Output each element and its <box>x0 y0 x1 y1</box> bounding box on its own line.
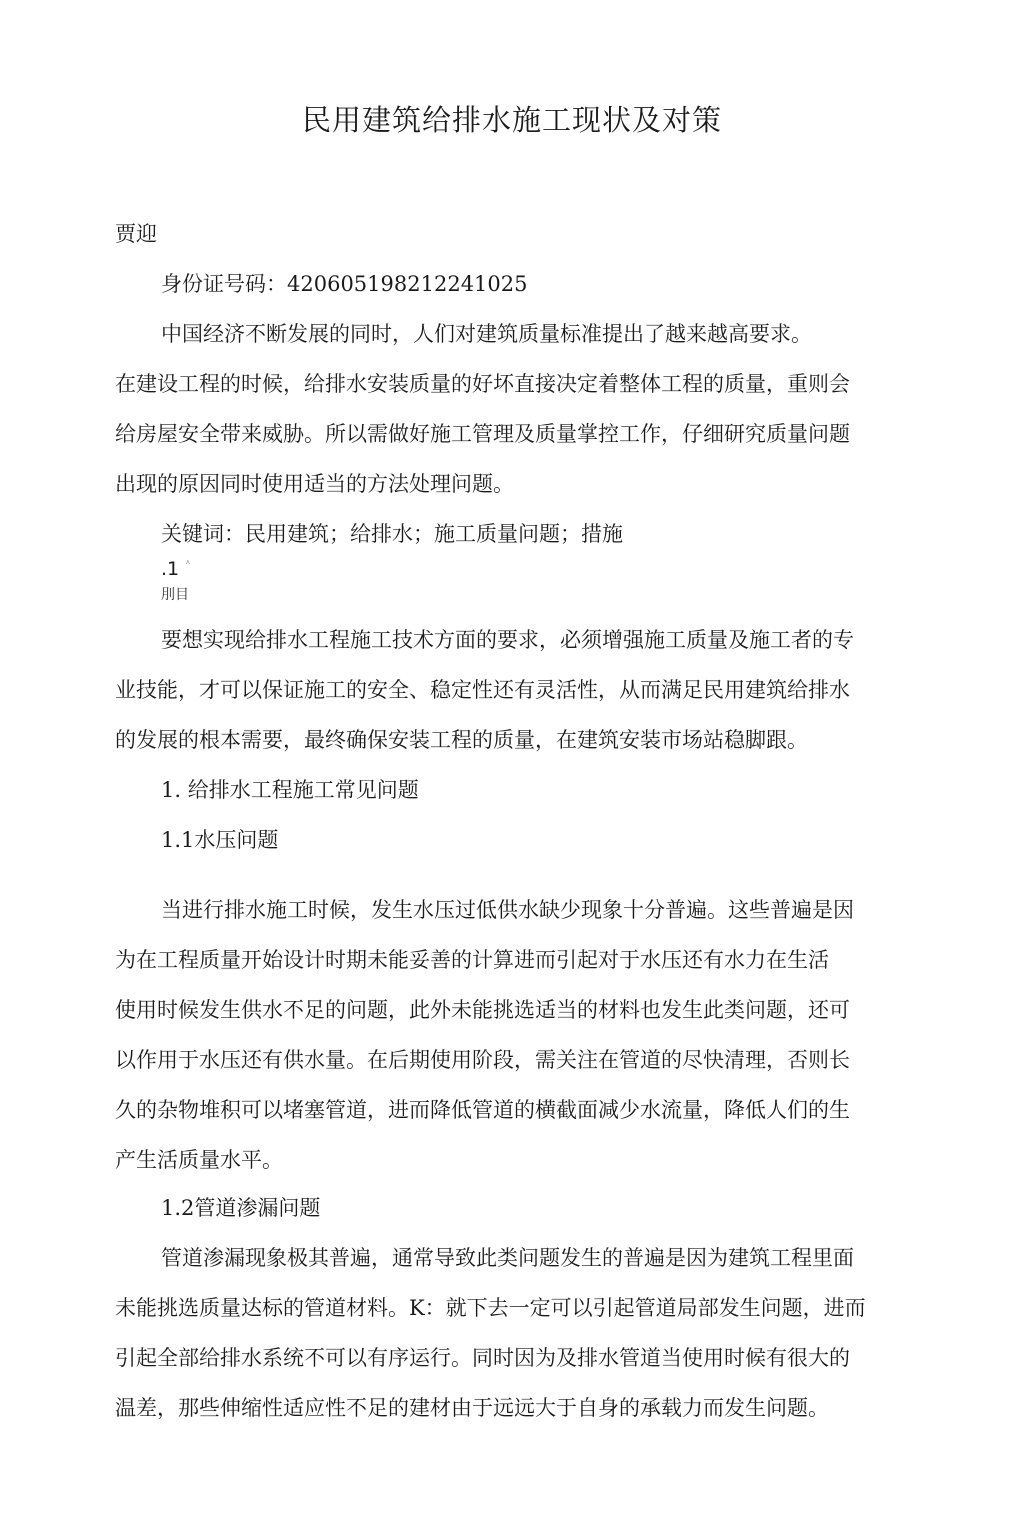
preface-line: 要想实现给排水工程施工技术方面的要求，必须增强施工质量及施工者的专 <box>161 628 854 652</box>
heading-1: 1. 给排水工程施工常见问题 <box>161 778 419 802</box>
leakage-line: 管道渗漏现象极其普遍，通常导致此类问题发生的普遍是因为建筑工程里面 <box>161 1246 854 1270</box>
abstract-line: 中国经济不断发展的同时，人们对建筑质量标准提出了越来越高要求。 <box>161 322 812 346</box>
author: 贾迎 <box>115 222 157 246</box>
water-pressure-line: 以作用于水压还有供水量。在后期使用阶段，需关注在管道的尽快清理，否则长 <box>115 1048 850 1072</box>
heading-1-1: 1.1水压问题 <box>161 828 279 852</box>
preface-heading: 刖目 <box>161 587 189 603</box>
id-line: 身份证号码：420605198212241025 <box>161 272 528 296</box>
section-mark: ⋏ <box>185 558 191 566</box>
section-number <box>161 558 190 580</box>
keywords: 关键词：民用建筑；给排水；施工质量问题；措施 <box>161 522 623 546</box>
abstract-line: 在建设工程的时候，给排水安装质量的好坏直接决定着整体工程的质量，重则会 <box>115 372 850 396</box>
water-pressure-line: 使用时候发生供水不足的问题，此外未能挑选适当的材料也发生此类问题，还可 <box>115 998 850 1022</box>
water-pressure-line: 久的杂物堆积可以堵塞管道，进而降低管道的横截面减少水流量，降低人们的生 <box>115 1098 850 1122</box>
abstract-line: 出现的原因同时使用适当的方法处理问题。 <box>115 472 514 496</box>
document-title: 民用建筑给排水施工现状及对策 <box>301 103 722 137</box>
preface-line: 的发展的根本需要，最终确保安装工程的质量，在建筑安装市场站稳脚跟。 <box>115 728 808 752</box>
water-pressure-line: 为在工程质量开始设计时期未能妥善的计算进而引起对于水压还有水力在生活 <box>115 948 829 972</box>
leakage-line: 温差，那些伸缩性适应性不足的建材由于远远大于自身的承载力而发生问题。 <box>115 1396 829 1420</box>
leakage-line: 未能挑选质量达标的管道材料。K：就下去一定可以引起管道局部发生问题，进而 <box>115 1296 866 1320</box>
leakage-line: 引起全部给排水系统不可以有序运行。同时因为及排水管道当使用时候有很大的 <box>115 1346 850 1370</box>
water-pressure-line: 产生活质量水平。 <box>115 1148 283 1172</box>
water-pressure-line: 当进行排水施工时候，发生水压过低供水缺少现象十分普遍。这些普遍是因 <box>161 898 854 922</box>
abstract-line: 给房屋安全带来威胁。所以需做好施工管理及质量掌控工作，仔细研究质量问题 <box>115 422 850 446</box>
preface-line: 业技能，才可以保证施工的安全、稳定性还有灵活性，从而满足民用建筑给排水 <box>115 678 850 702</box>
section-number-text: .1 <box>161 558 180 580</box>
heading-1-2: 1.2管道渗漏问题 <box>161 1196 321 1220</box>
